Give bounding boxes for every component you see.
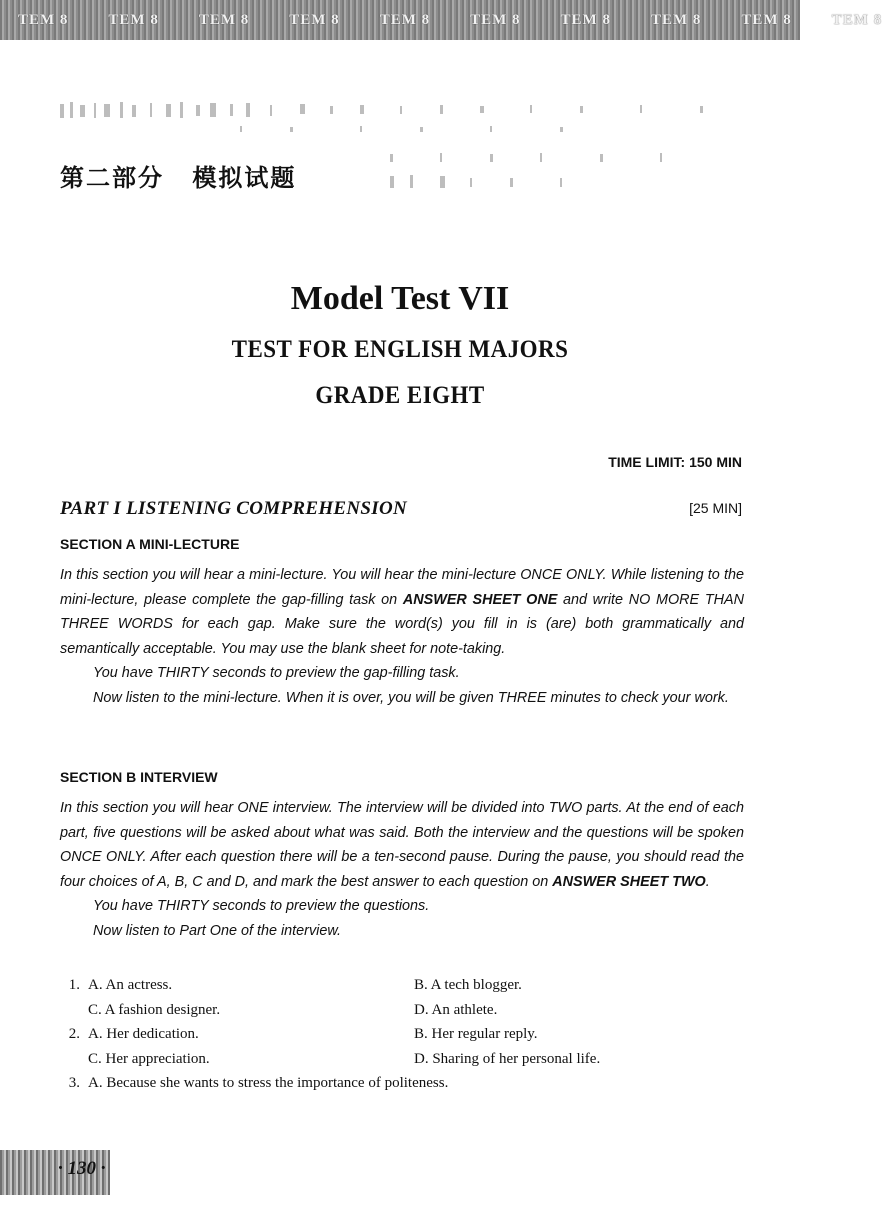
intro-text: and write NO MORE THAN THREE WORDS for each gap. Make sure the word(s) you fill in is (are) both grammatically and semantically acceptable. You may use the blank sheet for note-taking.: [60, 591, 744, 657]
part-minutes: [25 MIN]: [689, 500, 742, 516]
choice-d: D. An athlete.: [414, 1001, 498, 1018]
question-list: [60, 977, 760, 1100]
banner-label: TEM 8: [741, 11, 792, 28]
section-b-instructions: [60, 796, 744, 943]
banner-label: TEM 8: [198, 11, 250, 28]
answer-sheet-two: ANSWER SHEET TWO: [552, 873, 706, 890]
banner-label: TEM 8: [831, 11, 882, 28]
question-row: [60, 1026, 760, 1051]
section-b-intro: [60, 796, 744, 894]
choice-a: A. An actress.: [88, 977, 173, 993]
question-row: [60, 977, 760, 1002]
question-number: 3.: [68, 1075, 80, 1091]
banner-label: TEM 8: [108, 11, 159, 28]
question-row: [60, 1075, 760, 1100]
section-a-intro: [60, 563, 744, 661]
section-b-listen: Now listen to Part One of the interview.: [93, 922, 341, 939]
choice-c: C. Her appreciation.: [88, 1050, 210, 1067]
header-banner: [0, 0, 882, 40]
page-number: · 130 ·: [58, 1158, 106, 1179]
choice-a: A. Because she wants to stress the importance of politeness.: [88, 1075, 449, 1091]
section-b-heading: SECTION B INTERVIEW: [60, 769, 218, 785]
banner-label: TEM 8: [650, 11, 702, 28]
section-b-preview: You have THIRTY seconds to preview the questions.: [93, 898, 430, 914]
question-number: 2.: [68, 1026, 80, 1042]
banner-label: TEM 8: [470, 11, 521, 28]
test-grade: GRADE EIGHT: [315, 382, 485, 409]
section-a-instructions: [60, 563, 744, 710]
choice-c: C. A fashion designer.: [88, 1001, 221, 1018]
choice-d: D. Sharing of her personal life.: [414, 1050, 601, 1067]
test-subtitle: TEST FOR ENGLISH MAJORS: [231, 336, 569, 363]
choice-a: A. Her dedication.: [88, 1026, 199, 1042]
answer-sheet-one: ANSWER SHEET ONE: [402, 591, 558, 608]
banner-label: TEM 8: [289, 11, 340, 28]
part-heading: PART I LISTENING COMPREHENSION: [60, 498, 408, 519]
intro-text: .: [705, 873, 710, 890]
time-limit: TIME LIMIT: 150 MIN: [608, 454, 742, 470]
test-title: Model Test VII: [290, 280, 510, 317]
part-title: 第二部分 模拟试题: [60, 163, 297, 192]
section-a-preview: You have THIRTY seconds to preview the gap-filling task.: [93, 665, 460, 681]
question-row: [60, 1002, 760, 1027]
banner-label: TEM 8: [560, 11, 611, 28]
choice-b: B. Her regular reply.: [414, 1026, 538, 1042]
intro-text: In this section you will hear ONE interview. The interview will be divided into TWO parts. At the end of each part, five questions will be asked about what was said. Both the interview and the questions will be spoken ONCE ONLY. After each question there will be a ten-second pause. During the pause, you should read the four choices of A, B, C and D, and mark the best answer to each question on: [60, 800, 744, 890]
intro-text: In this section you will hear a mini-lecture. You will hear the mini-lecture ONCE ONLY. While listening to the mini-lecture, please complete the gap-filling task on: [60, 567, 744, 608]
section-a-listen: Now listen to the mini-lecture. When it is over, you will be given THREE minutes to check your work.: [93, 689, 729, 706]
question-number: 1.: [68, 977, 80, 993]
banner-label: TEM 8: [379, 11, 431, 28]
banner-label: TEM 8: [18, 11, 69, 28]
choice-b: B. A tech blogger.: [414, 977, 522, 993]
question-row: [60, 1051, 760, 1076]
section-a-heading: SECTION A MINI-LECTURE: [60, 536, 240, 552]
